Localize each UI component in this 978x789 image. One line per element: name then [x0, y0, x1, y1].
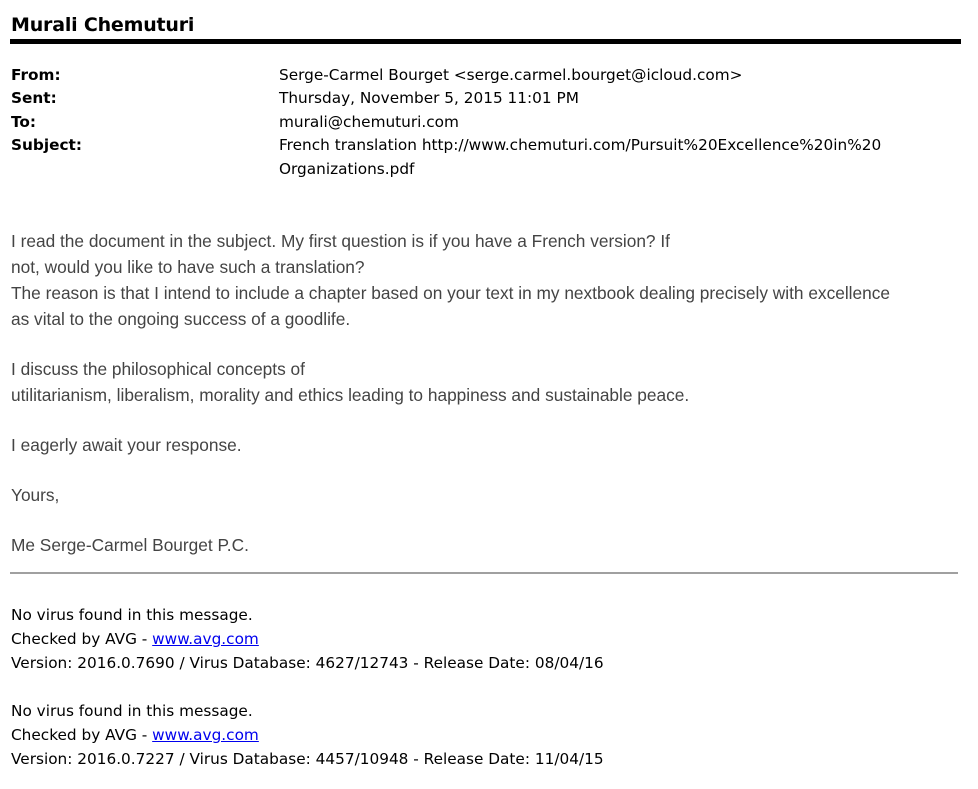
avg-version-line: Version: 2016.0.7227 / Virus Database: 4457/10948 - Release Date: 11/04/15 — [11, 750, 604, 768]
closing-line: Yours, — [11, 485, 60, 505]
avg-notice-line: No virus found in this message. — [11, 606, 253, 624]
avg-notice-line: No virus found in this message. — [11, 702, 253, 720]
signature-line: Me Serge-Carmel Bourget P.C. — [11, 535, 249, 555]
footer-divider — [10, 572, 958, 574]
avg-checked-prefix: Checked by AVG - — [11, 726, 153, 744]
sent-label: Sent: — [11, 89, 57, 108]
document-title: Murali Chemuturi — [11, 14, 195, 36]
avg-checked-line — [11, 723, 961, 747]
to-row — [11, 111, 961, 134]
body-line: I eagerly await your response. — [11, 435, 242, 455]
from-value: Serge-Carmel Bourget <serge.carmel.bourget@icloud.com> — [279, 66, 743, 84]
avg-notice — [11, 699, 961, 771]
title-underline — [10, 39, 961, 44]
avg-link[interactable]: www.avg.com — [152, 630, 259, 648]
sent-row — [11, 87, 961, 110]
avg-notice — [11, 603, 961, 675]
to-value: murali@chemuturi.com — [279, 112, 459, 131]
email-header — [11, 64, 961, 181]
avg-checked-prefix: Checked by AVG - — [11, 630, 153, 648]
body-line: not, would you like to have such a translation? — [11, 257, 365, 277]
sent-value: Thursday, November 5, 2015 11:01 PM — [279, 89, 579, 108]
subject-value: French translation http://www.chemuturi.com/Pursuit%20Excellence%20in%20Organizations.pdf — [279, 136, 882, 178]
body-line: I discuss the philosophical concepts of — [11, 359, 305, 379]
to-label: To: — [11, 112, 37, 131]
from-label: From: — [11, 66, 61, 84]
avg-version-line: Version: 2016.0.7690 / Virus Database: 4627/12743 - Release Date: 08/04/16 — [11, 654, 604, 672]
subject-label: Subject: — [11, 136, 82, 155]
body-line: I read the document in the subject. My first question is if you have a French version? If — [11, 231, 670, 251]
avg-checked-line — [11, 627, 961, 651]
email-body — [11, 228, 961, 558]
avg-link[interactable]: www.avg.com — [152, 726, 259, 744]
body-line: The reason is that I intend to include a chapter based on your text in my nextbook dealing precisely with excellence — [11, 283, 890, 303]
subject-row — [11, 134, 961, 181]
body-line: utilitarianism, liberalism, morality and ethics leading to happiness and sustainable peace. — [11, 385, 690, 405]
from-row — [11, 64, 961, 87]
body-line: as vital to the ongoing success of a goodlife. — [11, 309, 351, 329]
